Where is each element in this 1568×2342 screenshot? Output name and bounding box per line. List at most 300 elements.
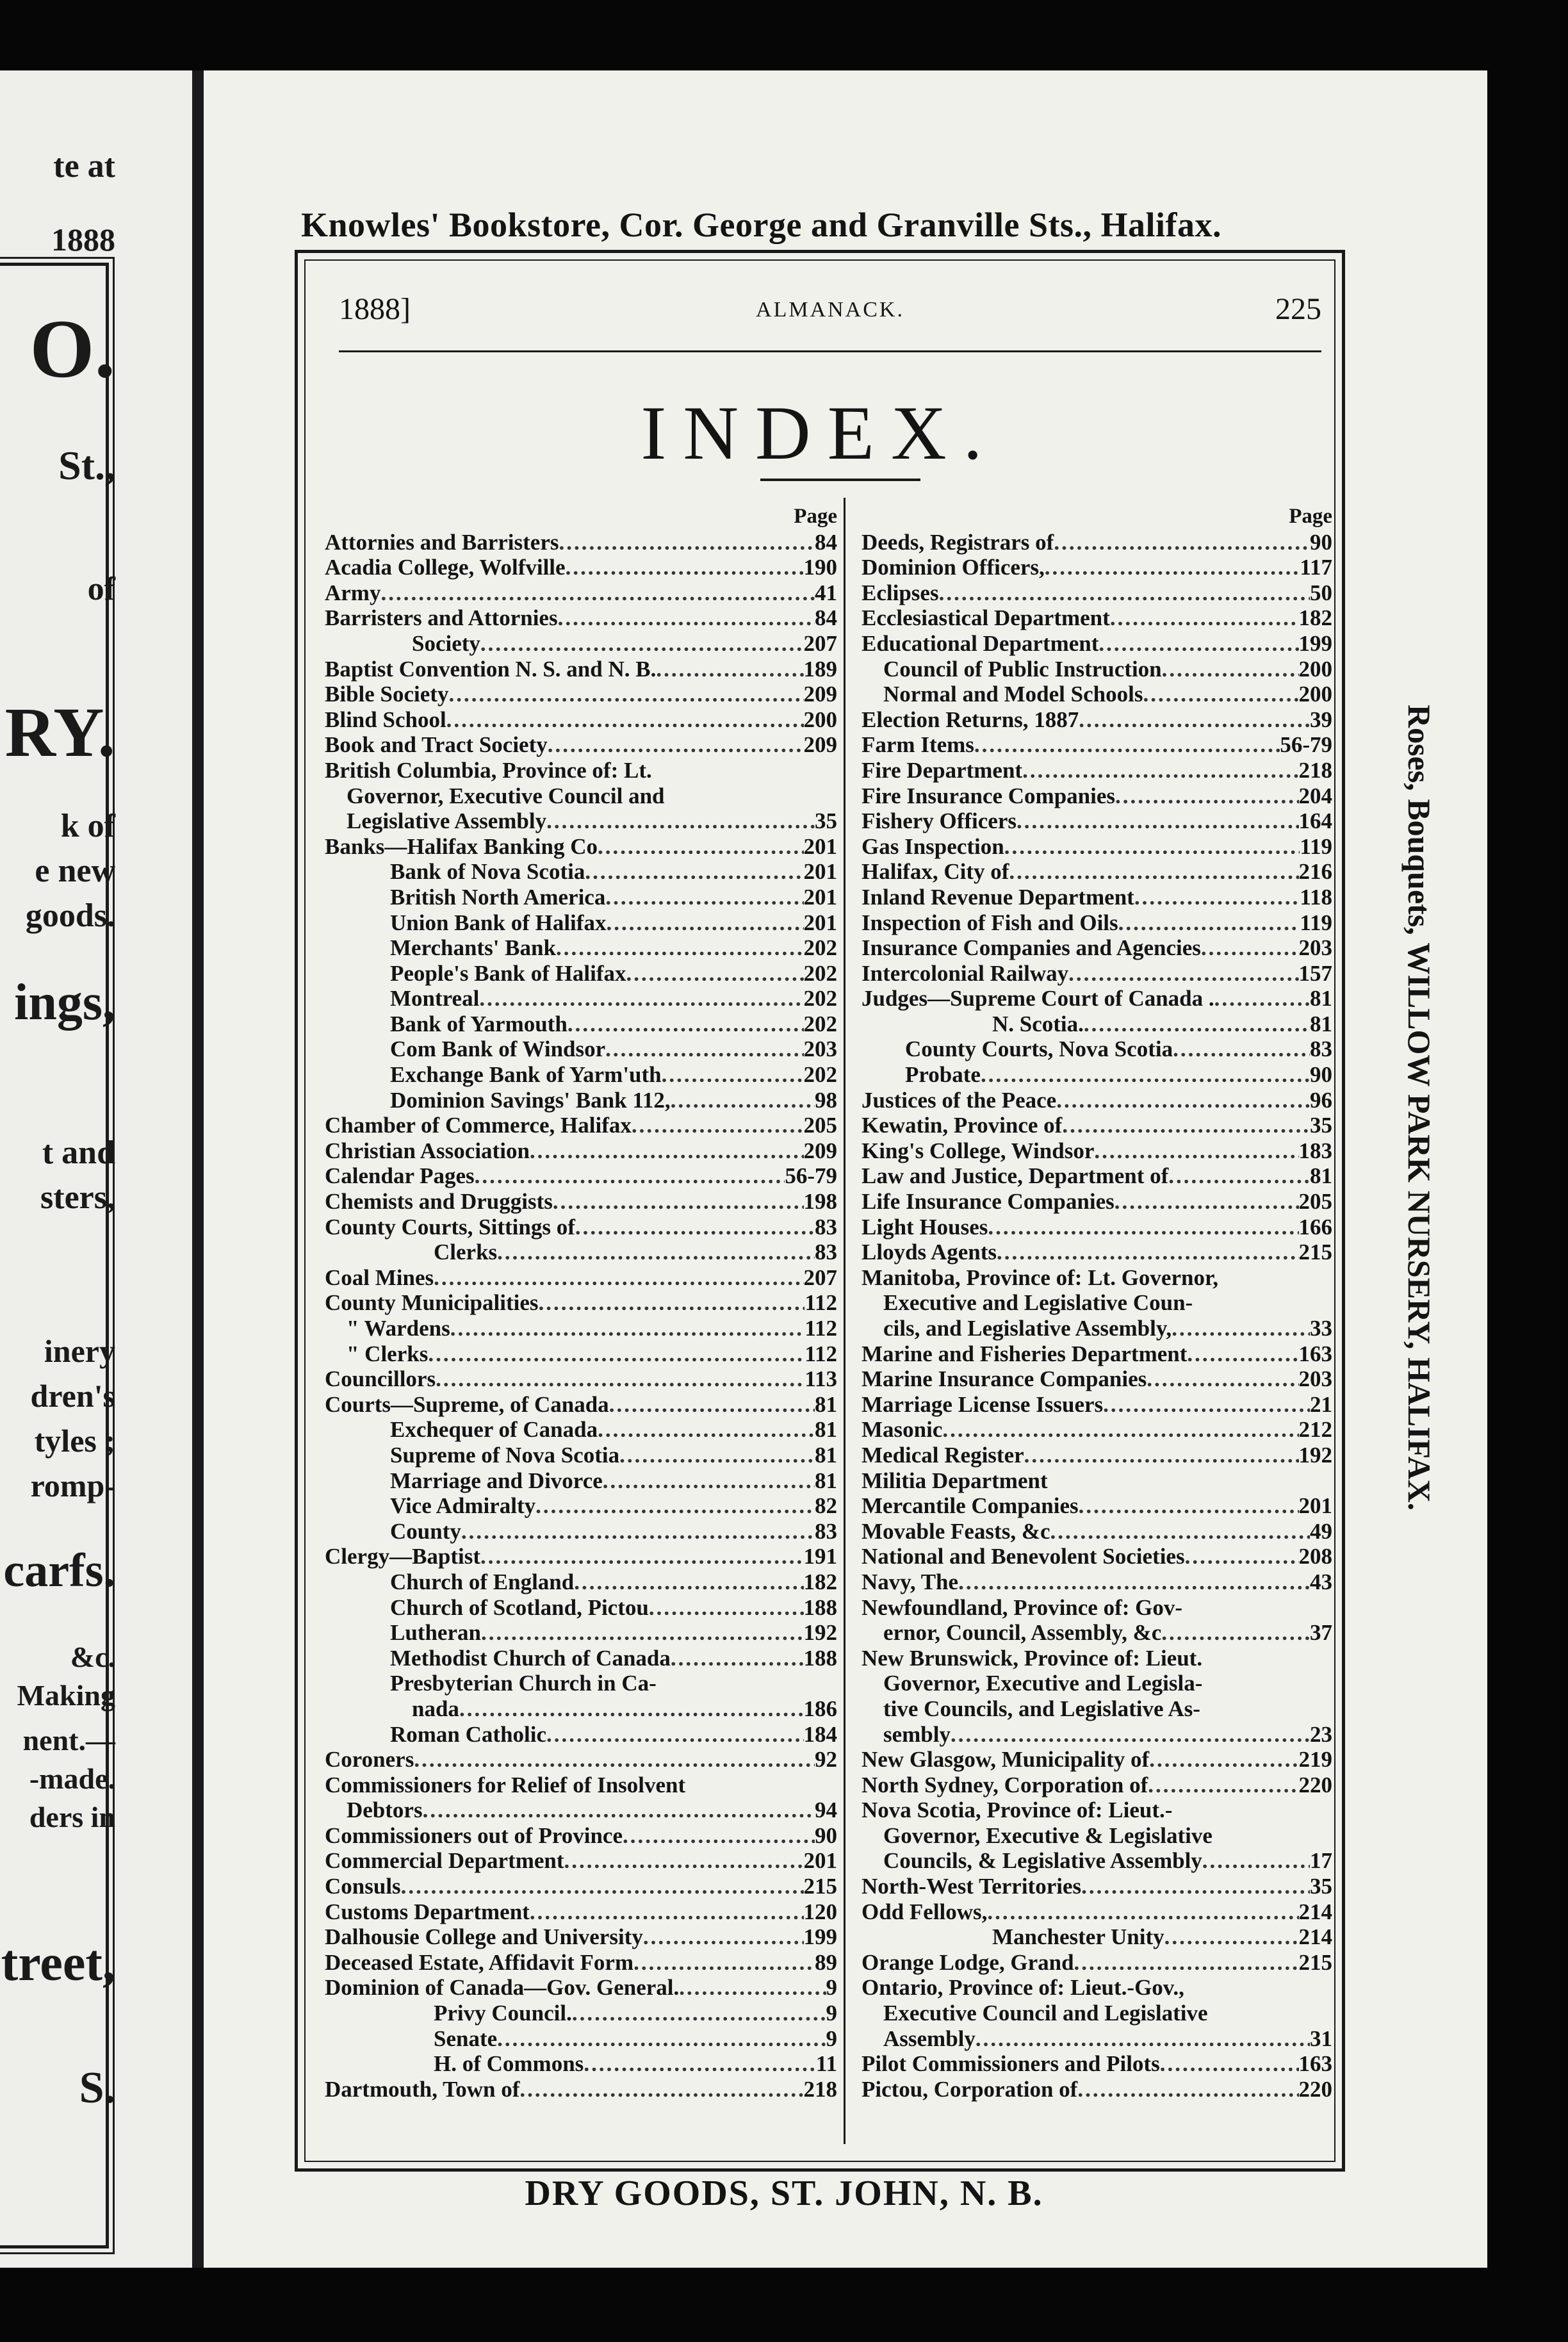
index-entry-page: 192 [1298, 1442, 1332, 1468]
index-entry [325, 1797, 837, 1823]
index-entry-page: 98 [815, 1087, 837, 1113]
index-entry-title: Privy Council. [434, 2001, 572, 2026]
index-entry [325, 682, 837, 707]
dot-leader [662, 1062, 804, 1088]
index-entry [325, 2077, 837, 2102]
index-entry-page: 113 [804, 1366, 837, 1392]
dot-leader [480, 631, 804, 657]
facing-page-text-fragment: tyles ; [34, 1423, 115, 1459]
index-entry-page: 216 [1298, 859, 1332, 885]
index-entry-title: King's College, Windsor [862, 1138, 1095, 1163]
index-entry-page: 9 [826, 1975, 837, 2001]
index-entry-title: Mercantile Companies [862, 1493, 1079, 1519]
index-entry-title: Probate [905, 1062, 981, 1088]
index-entry-page: 11 [815, 2051, 837, 2077]
dot-leader [568, 1011, 804, 1037]
index-entry-title: Bible Society [325, 682, 449, 707]
running-head [339, 291, 1321, 330]
index-entry-page: 83 [815, 1240, 837, 1265]
index-entry [325, 1975, 837, 2001]
index-entry [325, 707, 837, 733]
facing-page-text-fragment: S. [79, 2063, 115, 2113]
index-entry-title: Christian Association [325, 1138, 530, 1163]
index-entry-page: 119 [1300, 910, 1332, 935]
index-entry-page: 200 [803, 707, 837, 732]
index-entry-page: 9 [826, 2001, 837, 2026]
index-entry-title: Vice Admiralty [390, 1493, 536, 1519]
index-entry-title: Dartmouth, Town of [325, 2076, 520, 2102]
index-entry [325, 1519, 837, 1544]
index-entry-page: 81 [815, 1417, 837, 1443]
index-entry-page: 200 [1298, 682, 1332, 707]
index-entry-page: 199 [803, 1924, 837, 1950]
index-entry-page: 205 [1298, 1189, 1332, 1215]
facing-page-text-fragment: 1888 [51, 222, 115, 258]
facing-page-text-fragment: of [87, 571, 115, 607]
index-entry [862, 1036, 1332, 1062]
index-entry-title: sembly [883, 1721, 951, 1747]
page-heading-right: Page [1289, 505, 1332, 528]
index-entry-page: 215 [803, 1874, 837, 1899]
index-entry-title: Odd Fellows, [862, 1899, 988, 1924]
index-entry-title: County Courts, Sittings of [325, 1214, 575, 1240]
index-entry-title: Presbyterian Church in Ca- [390, 1671, 657, 1696]
dot-leader [1050, 1519, 1310, 1544]
index-entry [325, 657, 837, 682]
dot-leader [584, 2051, 816, 2077]
dot-leader [539, 1290, 805, 1316]
index-entry [325, 1113, 837, 1138]
index-entry-title: People's Bank of Halifax [390, 960, 626, 986]
index-entry [862, 1088, 1332, 1113]
index-entry-title: Lloyds Agents [862, 1240, 997, 1265]
index-entry-page: 92 [815, 1747, 837, 1773]
dot-leader [1164, 1924, 1299, 1950]
index-entry-title: Barristers and Attornies [325, 605, 558, 631]
index-entry-page: 218 [803, 2076, 837, 2102]
index-entry [325, 1823, 837, 1849]
index-entry-title: Courts—Supreme, of Canada [325, 1391, 609, 1417]
index-entry [862, 1899, 1332, 1925]
index-entry [862, 1341, 1332, 1367]
index-entry [862, 834, 1332, 860]
index-entry-title: Coroners [325, 1747, 414, 1773]
index-entry [325, 1138, 837, 1164]
index-entry [325, 1747, 837, 1773]
dot-leader [1056, 1088, 1310, 1113]
index-entry-title: Consuls [325, 1874, 401, 1899]
index-entry-title: Medical Register [862, 1442, 1024, 1468]
dot-leader [1202, 1848, 1310, 1874]
index-entry [325, 808, 837, 834]
index-entry-title: National and Benevolent Societies [862, 1544, 1185, 1569]
index-entry-title: Pilot Commissioners and Pilots [862, 2051, 1160, 2077]
index-entry [862, 1950, 1332, 1976]
dot-leader [997, 1240, 1298, 1265]
index-entry [862, 1138, 1332, 1164]
index-entry-page: 50 [1310, 580, 1332, 605]
index-entry-title: Law and Justice, Department of [862, 1163, 1169, 1189]
index-entry-page: 201 [803, 884, 837, 910]
index-entry [325, 1493, 837, 1519]
index-column-left [325, 504, 837, 2102]
index-entry [862, 1646, 1332, 1671]
facing-page-text-fragment: RY. [4, 693, 115, 771]
index-entry [862, 2026, 1332, 2052]
dot-leader [1079, 707, 1310, 733]
dot-leader [548, 732, 804, 758]
index-entry-title: Attornies and Barristers [325, 529, 559, 555]
dot-leader [1173, 1036, 1310, 1062]
index-entry [862, 682, 1332, 707]
index-entry-page: 163 [1298, 1341, 1332, 1366]
index-entry [325, 1163, 837, 1189]
index-entry-title: Clerks [434, 1240, 498, 1265]
index-entry-page: 83 [815, 1214, 837, 1240]
index-entry [325, 555, 837, 580]
index-entry-title: Marine Insurance Companies [862, 1366, 1147, 1392]
facing-page-text-fragment: dren's [30, 1378, 115, 1414]
index-column-right [862, 504, 1332, 2102]
index-entry [325, 1316, 837, 1341]
index-entry-title: Governor, Executive & Legislative [883, 1822, 1213, 1848]
dot-leader [479, 986, 803, 1011]
index-entry-page: 31 [1310, 2026, 1332, 2051]
dot-leader [380, 580, 815, 606]
index-entry-page: 33 [1310, 1316, 1332, 1341]
index-entry-page: 56-79 [785, 1163, 837, 1189]
index-entry-page: 219 [1298, 1747, 1332, 1773]
dot-leader [1149, 1747, 1298, 1773]
dot-leader [1187, 1341, 1298, 1367]
index-entry-page: 43 [1310, 1569, 1332, 1594]
index-entry-title: Debtors [347, 1797, 423, 1823]
index-entry [862, 859, 1332, 885]
index-entry-title: cils, and Legislative Assembly, [883, 1316, 1172, 1341]
column-divider [844, 498, 845, 2144]
index-entry [325, 1240, 837, 1265]
index-entry-title: Ontario, Province of: Lieut.-Gov., [862, 1975, 1184, 2001]
index-entry [325, 605, 837, 631]
index-entry-title: Dominion Officers, [862, 555, 1045, 580]
index-entry-title: Light Houses [862, 1214, 988, 1240]
index-entry-title: Nova Scotia, Province of: Lieut.- [862, 1797, 1173, 1823]
dot-leader [951, 1722, 1310, 1748]
index-entry-title: New Glasgow, Municipality of [862, 1747, 1150, 1773]
index-entry-title: Commissioners out of Province [325, 1822, 623, 1848]
dot-leader [446, 707, 804, 733]
index-entry [862, 1620, 1332, 1646]
dot-leader [1098, 631, 1298, 657]
index-entry [325, 1290, 837, 1316]
index-entry-title: Commissioners for Relief of Insolvent [325, 1772, 686, 1797]
facing-page-text-fragment: inery [44, 1333, 115, 1369]
index-entry-page: 81 [815, 1442, 837, 1468]
dot-leader [574, 1569, 803, 1595]
index-entry [325, 783, 837, 809]
index-entry-title: Council of Public Instruction [883, 656, 1162, 682]
index-entry [325, 732, 837, 758]
index-entry [325, 1646, 837, 1671]
index-entry-page: 209 [803, 682, 837, 707]
index-entry-title: North Sydney, Corporation of [862, 1772, 1148, 1797]
index-entry-page: 202 [803, 960, 837, 986]
index-entry [325, 1671, 837, 1696]
dot-leader [575, 1215, 815, 1240]
dot-leader [530, 1138, 804, 1164]
index-entry-page: 90 [815, 1822, 837, 1848]
index-entry-title: Justices of the Peace [862, 1087, 1057, 1113]
index-entry-title: Ecclesiastical Department [862, 605, 1110, 631]
facing-page-text-fragment: O. [29, 303, 115, 395]
title-rule [760, 479, 920, 481]
index-entry-title: " Wardens [347, 1316, 450, 1341]
index-entry-title: Militia Department [862, 1468, 1048, 1493]
index-entry-title: Manitoba, Province of: Lt. Governor, [862, 1265, 1219, 1290]
index-entry-page: 81 [1310, 1011, 1332, 1036]
index-entry-title: County Municipalities [325, 1290, 539, 1316]
index-entry-title: Fire Insurance Companies [862, 783, 1116, 808]
index-entry-title: N. Scotia. [992, 1011, 1084, 1036]
facing-page-text-fragment: St., [58, 443, 115, 488]
dot-leader [1134, 885, 1300, 910]
index-entry [325, 986, 837, 1011]
facing-page-text-fragment: carfs. [3, 1544, 115, 1597]
facing-page-text-fragment: &c. [70, 1641, 115, 1673]
index-entry-title: Exchequer of Canada [390, 1417, 598, 1443]
facing-page-text-fragment: romp- [30, 1468, 115, 1503]
index-entry [325, 1722, 837, 1748]
dot-leader [558, 605, 815, 631]
dot-leader [436, 1366, 804, 1392]
dot-leader [1074, 1950, 1299, 1976]
dot-leader [987, 1899, 1298, 1925]
facing-page-fragment [0, 70, 192, 2268]
index-entry [325, 834, 837, 860]
index-entry-page: 202 [803, 935, 837, 961]
index-entry-page: 212 [1298, 1417, 1332, 1443]
index-entry-page: 209 [803, 1138, 837, 1163]
index-entry [325, 1417, 837, 1443]
running-head-year: 1888] [339, 292, 411, 326]
dot-leader [530, 1899, 804, 1925]
running-head-title: ALMANACK. [756, 298, 904, 322]
index-entry-title: Pictou, Corporation of [862, 2076, 1078, 2102]
index-entry [862, 1493, 1332, 1519]
index-entry-page: 157 [1298, 960, 1332, 986]
index-entry-page: 203 [1298, 935, 1332, 961]
index-entry [862, 1823, 1332, 1849]
index-frame-inner [304, 259, 1335, 2162]
dot-leader [598, 834, 804, 860]
index-entry-title: Roman Catholic [390, 1721, 547, 1747]
dot-leader [434, 1265, 803, 1291]
index-entry-page: 207 [803, 630, 837, 656]
index-entry [325, 935, 837, 961]
index-entry-title: Councillors [325, 1366, 436, 1392]
index-entry-title: Governor, Executive Council and [347, 783, 665, 808]
index-entry [862, 530, 1332, 555]
page-heading-left: Page [794, 505, 837, 528]
index-entry [862, 1189, 1332, 1215]
index-entry-page: 84 [815, 605, 837, 631]
index-entry-page: 84 [815, 529, 837, 555]
dot-leader [1009, 859, 1298, 885]
index-entry-page: 49 [1310, 1518, 1332, 1544]
index-entry [862, 2001, 1332, 2026]
index-entry-title: Bank of Yarmouth [390, 1011, 568, 1036]
dot-leader [566, 555, 804, 580]
index-entry-title: Inland Revenue Department [862, 884, 1134, 910]
index-entry [325, 1341, 837, 1367]
dot-leader [1143, 682, 1298, 707]
index-entry-page: 182 [803, 1569, 837, 1594]
index-entry-page: 117 [1300, 555, 1332, 580]
index-entry-page: 199 [1298, 630, 1332, 656]
index-entry [325, 1468, 837, 1494]
index-entry [325, 1265, 837, 1291]
index-entry [325, 1696, 837, 1722]
index-entry-title: Union Bank of Halifax [390, 910, 607, 935]
dot-leader [1045, 555, 1300, 580]
dot-leader [1081, 1874, 1310, 1899]
index-entry-title: Church of England [390, 1569, 575, 1594]
index-entry-page: 96 [1310, 1087, 1332, 1113]
dot-leader [1115, 783, 1298, 809]
index-entry-title: Deceased Estate, Affidavit Form [325, 1949, 634, 1975]
index-entry [862, 1366, 1332, 1392]
index-entry-title: Senate [434, 2026, 498, 2051]
index-entry-page: 198 [803, 1189, 837, 1215]
index-entry-title: Life Insurance Companies [862, 1189, 1115, 1215]
dot-leader [632, 1113, 804, 1138]
index-entry [862, 657, 1332, 682]
dot-leader [1172, 1316, 1310, 1341]
index-entry [862, 986, 1332, 1011]
index-entry-title: Councils, & Legislative Assembly [883, 1848, 1202, 1874]
index-entry [325, 885, 837, 910]
dot-leader [497, 1240, 815, 1265]
index-entry-page: 186 [803, 1696, 837, 1721]
index-entry [862, 1924, 1332, 1950]
index-entry-page: 215 [1298, 1240, 1332, 1265]
index-entry-page: 82 [815, 1493, 837, 1519]
dot-leader [679, 1975, 826, 2001]
dot-leader [1103, 1392, 1310, 1418]
index-entry-title: Inspection of Fish and Oils [862, 910, 1118, 935]
index-entry-page: 112 [804, 1316, 837, 1341]
dot-leader [553, 1189, 804, 1215]
index-entry-page: 200 [1298, 656, 1332, 682]
index-entry-title: Acadia College, Wolfville [325, 555, 566, 580]
index-entry [862, 1468, 1332, 1494]
index-entry-title: Dominion of Canada—Gov. General. [325, 1975, 680, 2001]
dot-leader [671, 1646, 804, 1671]
index-entry-page: 203 [803, 1036, 837, 1062]
index-entry [862, 707, 1332, 733]
dot-leader [519, 2077, 803, 2102]
index-entry-page: 94 [815, 1797, 837, 1823]
index-entry [862, 732, 1332, 758]
index-entry [325, 1569, 837, 1595]
dot-leader [1115, 1189, 1299, 1215]
dot-leader [1201, 935, 1299, 961]
facing-page-text-fragment: sters, [40, 1179, 115, 1216]
index-entry-title: Church of Scotland, Pictou [390, 1594, 649, 1620]
dot-leader [942, 1417, 1298, 1443]
index-entry-title: Chamber of Commerce, Halifax [325, 1113, 632, 1138]
index-entry-title: County Courts, Nova Scotia [905, 1036, 1173, 1062]
dot-leader [606, 910, 803, 936]
index-entry-title: Newfoundland, Province of: Gov- [862, 1594, 1183, 1620]
dot-leader [1094, 1138, 1298, 1164]
dot-leader [939, 580, 1310, 606]
index-entry-title: Marriage License Issuers [862, 1391, 1104, 1417]
index-entry-page: 37 [1310, 1620, 1332, 1646]
dot-leader [1147, 1366, 1298, 1392]
index-entry [325, 1062, 837, 1088]
dot-leader [572, 2001, 826, 2026]
index-entry [862, 1848, 1332, 1874]
index-entry-title: Army [325, 580, 381, 605]
index-entry-title: Calendar Pages [325, 1163, 475, 1189]
index-entry-page: 218 [1298, 757, 1332, 783]
index-entry [325, 1392, 837, 1418]
index-entry-page: 188 [803, 1594, 837, 1620]
index-entry [862, 1797, 1332, 1823]
dot-leader [1022, 758, 1298, 783]
index-entry-page: 163 [1298, 2051, 1332, 2077]
dot-leader [1024, 1443, 1299, 1468]
index-entry [325, 2026, 837, 2052]
dot-leader [546, 808, 815, 834]
index-entry-title: Commercial Department [325, 1848, 564, 1874]
index-entry [862, 783, 1332, 809]
index-frame [295, 250, 1345, 2172]
index-entry-title: North-West Territories [862, 1874, 1082, 1899]
index-entry-page: 81 [815, 1468, 837, 1493]
index-entry [862, 555, 1332, 580]
index-entry-title: Marine and Fisheries Department [862, 1341, 1188, 1366]
index-entry-title: Dalhousie College and University [325, 1924, 643, 1950]
advertisement-footer: DRY GOODS, ST. JOHN, N. B. [525, 2174, 1043, 2213]
index-entry-title: Orange Lodge, Grand [862, 1949, 1074, 1975]
index-entry-title: Governor, Executive and Legisla- [883, 1671, 1203, 1696]
index-entry [325, 1773, 837, 1798]
dot-leader [428, 1341, 804, 1367]
index-entry-page: 21 [1310, 1391, 1332, 1417]
index-entry-title: Legislative Assembly [347, 808, 547, 834]
index-entry-title: Book and Tract Society [325, 732, 548, 758]
index-entry-page: 215 [1298, 1949, 1332, 1975]
index-entry-title: Fire Department [862, 757, 1023, 783]
index-entry-title: Com Bank of Windsor [390, 1036, 606, 1062]
index-entry-title: Banks—Halifax Banking Co [325, 833, 598, 859]
index-entry [862, 1569, 1332, 1595]
dot-leader [475, 1163, 785, 1189]
facing-page-text-fragment: k of [60, 808, 115, 844]
dot-leader [633, 1950, 815, 1976]
index-entry-title: Supreme of Nova Scotia [390, 1442, 620, 1468]
dot-leader [1148, 1773, 1298, 1798]
index-entry-title: Judges—Supreme Court of Canada . [862, 986, 1214, 1011]
dot-leader [1168, 1163, 1310, 1189]
facing-page-text-fragment: Making [17, 1679, 115, 1712]
index-entry [862, 580, 1332, 606]
index-entry [862, 1747, 1332, 1773]
dot-leader [448, 682, 803, 707]
advertisement-header: Knowles' Bookstore, Cor. George and Granville Sts., Halifax. [301, 206, 1222, 244]
